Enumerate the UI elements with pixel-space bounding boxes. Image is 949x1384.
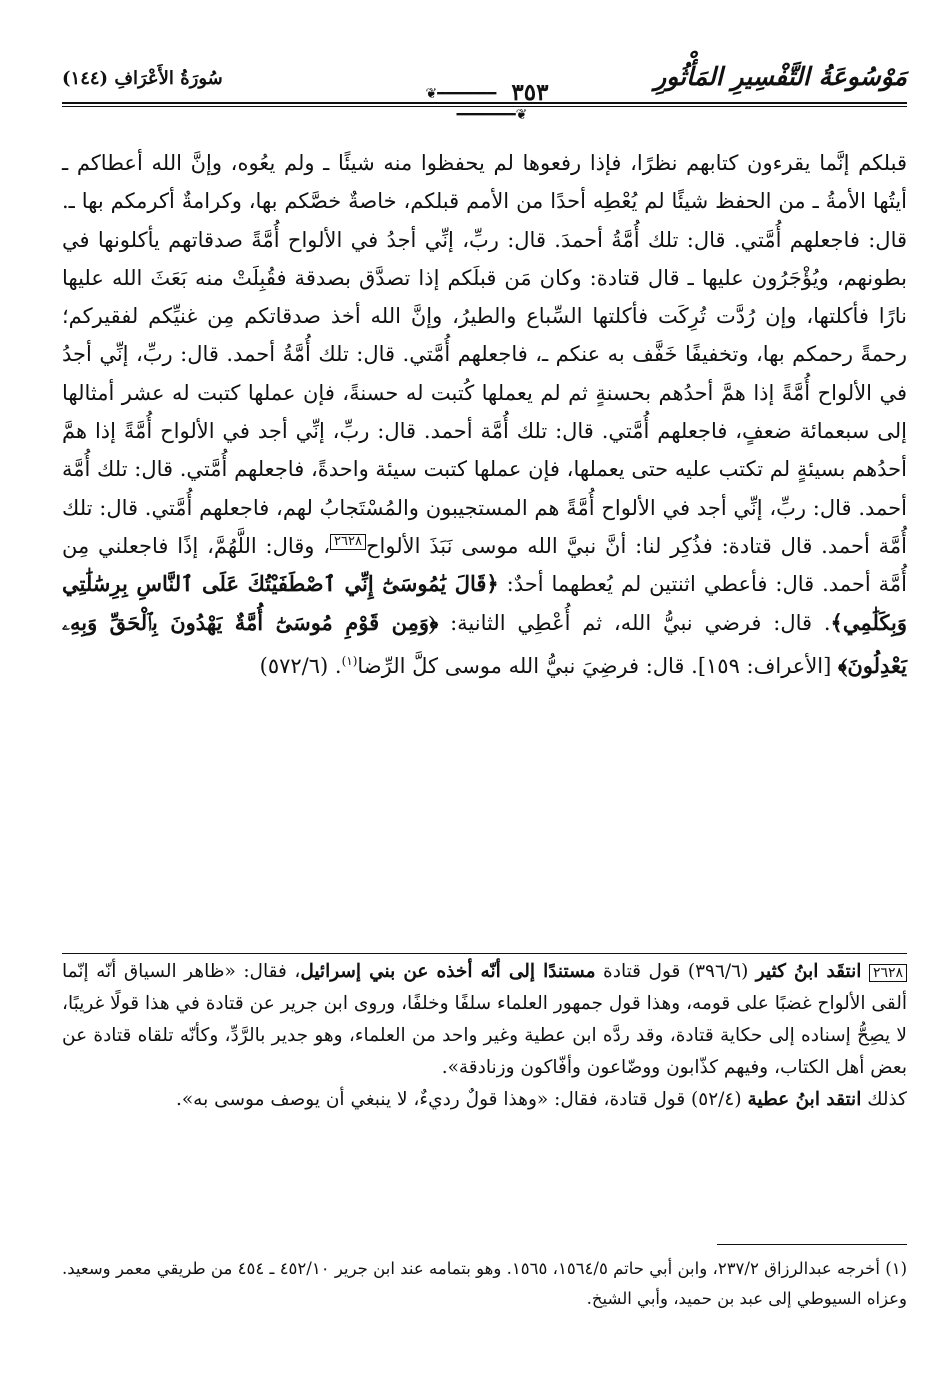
text-run: ، فقال: «ظاهر السياق أنّه إنّما ألقى الألواح غضبًا على قومه، وهذا قول جمهور العلماء سلفًا وخلفًا، وروى ابن جرير عن قتادة في هذا قولًا غريبًا، لا يصِحُّ إسناده إلى حكاية قتادة، وقد ردَّه ابن عطية وغير واحد من العلماء، وهو جدير بالرَّدِّ، وكأنّه تلقاه قتادة عن بعض أهل الكتاب، وفيهم كذّابون ووضّاعون وأفّاكون وزنادقة». — [62, 961, 907, 1078]
text-run: ، وقال: اللَّهُمَّ، إذًا فاجعلني مِن أُمَّة أحمد. قال: فأعطي اثنتين لم يُعطهما أحدٌ: — [62, 533, 908, 597]
page-header — [62, 58, 907, 123]
text-run: (٥٢/٤) قول قتادة، فقال: «وهذا قولٌ رديءٌ، لا ينبغي أن يوصف موسى به». — [175, 1089, 748, 1110]
bold-run: انتقَد ابنُ كثير — [755, 961, 862, 982]
quran-verse: ﴿قَالَ يَٰمُوسَىٰٓ إِنِّي ٱصْطَفَيْتُكَ عَلَى ٱلنَّاسِ بِرِسَٰلَٰتِي وَبِكَلَٰمِي﴾ — [62, 571, 907, 635]
commentary-paragraph — [62, 956, 907, 1084]
text-run: كذلك — [861, 1089, 907, 1110]
footnote-separator — [717, 1244, 907, 1245]
book-page — [62, 58, 907, 1358]
text-run: . (٥٧٢/٦) — [259, 653, 342, 678]
commentary-separator — [62, 953, 907, 954]
page-number-area — [392, 79, 592, 123]
footnote-marker: (١) — [341, 653, 358, 668]
main-paragraph — [62, 144, 907, 685]
reference-box: ٢٦٢٨ — [330, 534, 366, 550]
commentary-section — [62, 956, 907, 1116]
ornament-left-icon: ❦━━━━━━━ — [425, 86, 497, 102]
commentary-paragraph — [62, 1084, 907, 1116]
text-run: [الأعراف: ١٥٩]. قال: فرضِيَ نبيُّ الله موسى كلَّ الرِّضا — [357, 653, 839, 678]
footnote: (١) أخرجه عبدالرزاق ٢٣٧/٢، وابن أبي حاتم ١٥٦٤/٥، ١٥٦٥. وهو بتمامه عند ابن جرير ٤٥٢/١٠ ـ ٤٥٤ من طريقي معمر وسعيد. وعزاه السيوطي إلى عبد بن حميد، وأبي الشيخ. — [62, 1259, 907, 1308]
text-run: . قال: فرضي نبيُّ الله، ثم أُعْطِي الثانية: — [450, 610, 831, 635]
page-number: ٣٥٣ — [501, 79, 558, 106]
surah-name: سُورَةُ الأَعْرَافِ (١٤٤) — [62, 68, 223, 89]
commentary-ref-box: ٢٦٢٨ — [869, 964, 907, 982]
ornament-right-icon: ━━━━━━━❦ — [456, 107, 528, 123]
book-title: مَوْسُوعَةُ التَّفْسِيرِ المَأْثُورِ — [654, 62, 907, 91]
text-run: قبلكم إنَّما يقرءون كتابهم نظرًا، فإذا رفعوها لم يحفظوا منه شيئًا ـ ولم يعُوه، وإنَّ الله أعطاكم ـ أيتُها الأمةُ ـ من الحفظ شيئًا لم يُعْطِه أحدًا من الأمم قبلكم، خاصةٌ خصَّكم بها، وكرامةٌ أكرمكم بها ـ. قال: فاجعلهم أُمَّتي. قال: تلك أُمَّةُ أحمدَ. قال: ربِّ، إنِّي أجدُ في الألواح أُمَّةً صدقاتهم يأكلونها في بطونهم، ويُؤْجَرُون عليها ـ قال قتادة: وكان مَن قبلَكم إذا تصدَّق بصدقة فقُبِلَتْ منه بَعَثَ الله عليها نارًا فأكلتها، وإن رُدَّت تُرِكَت فأكلتها السِّباع والطيرُ، وإنَّ الله أخذ صدقاتكم مِن غنيِّكم لفقيركم؛ رحمةً رحمكم بها، وتخفيفًا خَفَّف به عنكم ـ، فاجعلهم أُمَّتي. قال: تلك أُمَّةُ أحمد. قال: ربِّ، إنِّي أجدُ في الألواح أُمَّةً إذا همَّ أحدُهم بحسنةٍ ثم لم يعملها كُتبت له حسنةً، فإن عملها كتبت له عشر أمثالها إلى سبعمائة ضعفٍ، فاجعلهم أُمَّتي. قال: تلك أُمَّة أحمد. قال: ربِّ، إنِّي أجد في الألواح أُمَّةً إذا همَّ أحدُهم بسيئةٍ لم تكتب عليه حتى يعملها، فإن عملها كتبت سيئة واحدةً، فاجعلهم أُمَّتي. قال: تلك أُمَّة أحمد. قال: ربِّ، إنِّي أجد في الألواح أُمَّةً هم المستجيبون والمُسْتَجابُ لهم، فاجعلهم أُمَّتي. قال: تلك أُمَّة أحمد. قال قتادة: فذُكِر لنا: أنَّ نبيَّ الله موسى نَبَذَ الألواح — [62, 151, 908, 558]
bold-run: مستندًا إلى أنّه أخذه عن بني إسرائيل — [300, 961, 596, 982]
text-run: (٣٩٦/٦) قول قتادة — [595, 961, 756, 982]
header-rule-thin — [62, 106, 907, 107]
header-rule — [62, 102, 907, 104]
footnotes — [62, 1254, 907, 1314]
main-text — [62, 144, 907, 685]
quran-verse: ﴿وَمِن قَوْمِ مُوسَىٰٓ أُمَّةٌ يَهْدُونَ بِٱلْحَقِّ وَبِهِۦ يَعْدِلُونَ﴾ — [62, 609, 907, 678]
bold-run: انتقد ابنُ عطية — [747, 1089, 862, 1110]
